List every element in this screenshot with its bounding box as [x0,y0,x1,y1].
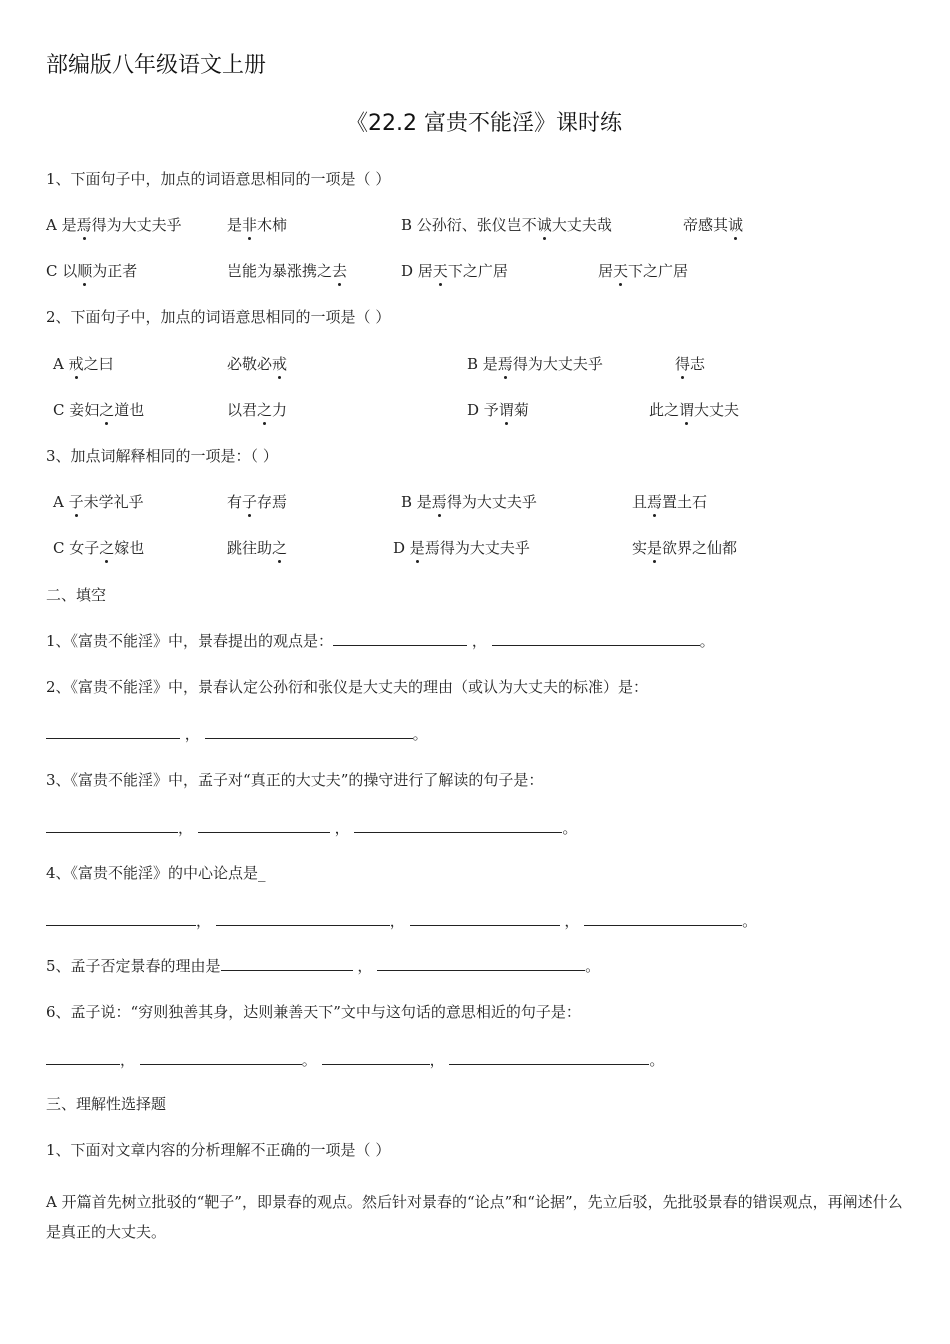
page-title: 《22.2 富贵不能淫》课时练 [346,111,622,136]
fill4-stem: 4、《富贵不能淫》的中心论点是_ [46,864,266,882]
fill-blank[interactable] [46,911,196,926]
q1-option-d1: D 居天下之广居 [401,262,508,280]
emphasis-char: 之 [257,401,273,419]
emphasis-char: 天 [613,262,629,280]
fill-blank[interactable] [46,724,180,739]
q1-option-a1: A 是焉得为大丈夫乎 [46,216,182,234]
q2-option-b1: B 是焉得为大丈夫乎 [467,355,603,373]
emphasis-char: 诚 [728,216,744,234]
fill-blank[interactable] [205,724,413,739]
emphasis-char: 是 [647,539,663,557]
fill-blank[interactable] [449,1050,649,1065]
emphasis-char: 谓 [679,401,695,419]
fill2-stem: 2、《富贵不能淫》中，景春认定公孙衍和张仪是大丈夫的理由（或认为大丈夫的标准）是： [46,678,649,696]
emphasis-char: 天 [432,262,448,280]
emphasis-char: 之 [272,539,288,557]
emphasis-char: 之 [99,539,115,557]
emphasis-char: 戒 [68,355,84,373]
fill6-stem: 6、孟子说：“穷则独善其身，达则兼善天下”文中与这句话的意思相近的句子是： [46,1003,581,1021]
fill1-line: 1、《富贵不能淫》中，景春提出的观点是： ， 。 [46,632,715,650]
emphasis-char: 戒 [272,355,288,373]
emphasis-char: 去 [332,262,348,280]
emphasis-char: 非 [242,216,258,234]
fill-blank[interactable] [377,956,585,971]
fill-blank[interactable] [221,956,353,971]
q2-option-d1: D 予谓菊 [467,401,529,419]
q3-option-c2: 跳往助之 [227,539,288,557]
fill-blank[interactable] [584,911,742,926]
q3-stem: 3、加点词解释相同的一项是：（ ） [46,447,278,465]
q1-option-c1: C 以顺为正者 [46,262,138,280]
emphasis-char: 顺 [77,262,93,280]
fill-blank[interactable] [333,631,467,646]
emphasis-char: 子 [68,493,84,511]
q3-option-b1: B 是焉得为大丈夫乎 [401,493,537,511]
q3-option-d2: 实是欲界之仙都 [632,539,738,557]
q1-option-c2: 岂能为暴涨携之去 [227,262,348,280]
q3-option-a1: A 子未学礼乎 [53,493,144,511]
fill6-answer-line: ， 。 ， 。 [46,1050,664,1070]
section3-heading: 三、理解性选择题 [46,1095,167,1113]
emphasis-char: 得 [675,355,691,373]
header-text: 部编版八年级语文上册 [46,53,267,78]
q2-option-d2: 此之谓大丈夫 [649,401,740,419]
emphasis-char: 焉 [647,493,663,511]
fill-blank[interactable] [198,818,330,833]
q1-stem: 1、下面句子中，加点的词语意思相同的一项是（ ） [46,170,391,188]
q1-option-a2: 是非木柿 [227,216,288,234]
q3-option-b2: 且焉置土石 [632,493,708,511]
fill-blank[interactable] [354,818,562,833]
q1-option-b2: 帝感其诚 [683,216,744,234]
q2-option-c1: C 妾妇之道也 [53,401,145,419]
s3-q1-option-a: A 开篇首先树立批驳的“靶子”，即景春的观点。然后针对景春的“论点”和“论据”，先立后驳，先批驳景春的错误观点，再阐述什么是真正的大丈夫。 [46,1193,903,1241]
q1-option-b1: B 公孙衍、张仪岂不诚大丈夫哉 [401,216,612,234]
fill5-line: 5、孟子否定景春的理由是 ， 。 [46,957,601,975]
q3-option-a2: 有子存焉 [227,493,288,511]
emphasis-char: 之 [99,401,115,419]
emphasis-char: 子 [242,493,258,511]
q3-option-d1: D 是焉得为大丈夫乎 [393,539,530,557]
section2-heading: 二、填空 [46,586,107,604]
emphasis-char: 焉 [497,355,513,373]
q2-option-a2: 必敬必戒 [227,355,288,373]
emphasis-char: 焉 [76,216,92,234]
fill-blank[interactable] [216,911,390,926]
q2-option-c2: 以君之力 [227,401,288,419]
fill-blank[interactable] [140,1050,302,1065]
fill3-stem: 3、《富贵不能淫》中，孟子对“真正的大丈夫”的操守进行了解读的句子是： [46,771,544,789]
q2-stem: 2、下面句子中，加点的词语意思相同的一项是（ ） [46,308,391,326]
emphasis-char: 诚 [536,216,552,234]
emphasis-char: 焉 [431,493,447,511]
fill-blank[interactable] [410,911,560,926]
fill-blank[interactable] [492,631,700,646]
q2-option-a1: A 戒之曰 [53,355,114,373]
fill3-answer-line: ， ， 。 [46,818,577,838]
fill-blank[interactable] [46,818,178,833]
fill-blank[interactable] [46,1050,120,1065]
emphasis-char: 谓 [498,401,514,419]
q2-option-b2: 得志 [675,355,706,373]
fill4-answer-line: ， ， ， 。 [46,911,757,931]
q3-option-c1: C 女子之嫁也 [53,539,145,557]
fill2-answer-line: ， 。 [46,724,428,744]
q1-option-d2: 居天下之广居 [598,262,689,280]
emphasis-char: 是 [409,539,425,557]
s3-q1-stem: 1、下面对文章内容的分析理解不正确的一项是（ ） [46,1141,391,1159]
fill-blank[interactable] [322,1050,430,1065]
